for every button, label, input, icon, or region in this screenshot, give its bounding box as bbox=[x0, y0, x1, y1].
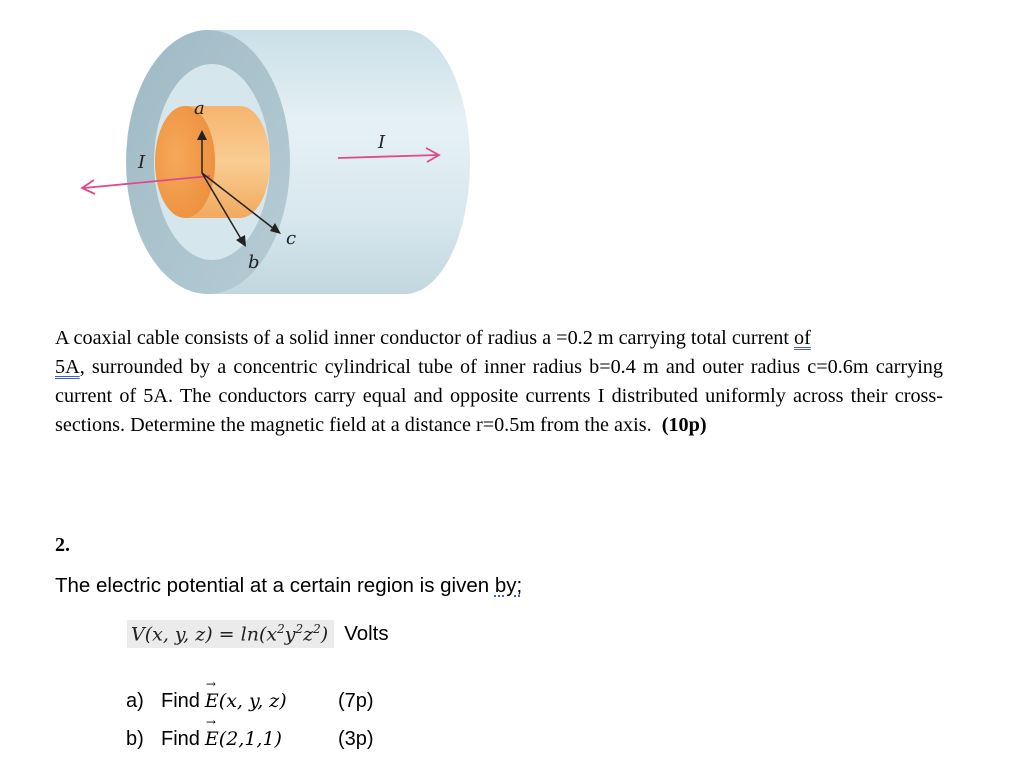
label-a: a bbox=[194, 98, 205, 119]
label-current-left: I bbox=[138, 152, 146, 173]
potential-equation-line bbox=[127, 620, 389, 648]
coaxial-cable-figure bbox=[60, 18, 480, 308]
label-c: c bbox=[286, 228, 297, 249]
potential-equation: V(x, y, $z) = \ln(x^2y^2z^2)$ bbox=[127, 620, 334, 648]
problem-2-intro: The electric potential at a certain region is given by; bbox=[55, 574, 523, 597]
label-current-right: I bbox=[378, 132, 386, 153]
part-b: b) Find → E (2,1,1) (3p) bbox=[126, 728, 282, 751]
part-a: a) Find → E (x, y, z) (7p) bbox=[126, 690, 287, 713]
part-a-points: (7p) bbox=[338, 690, 374, 712]
problem-1-text: A coaxial cable consists of a solid inner conductor of radius a =0.2 m carrying total current of 5A, surrounded by a concentric cylindrical tube of inner radius b=0.4 m and outer radius c=0.6m carrying current of 5A. The conductors carry equal and opposite currents I distributed uniformly across their cross-sections. Determine the magnetic field at a distance r=0.5m from the axis. (10p) bbox=[55, 327, 943, 436]
inner-conductor-face bbox=[155, 106, 215, 218]
problem-2-number: 2. bbox=[55, 534, 70, 556]
part-b-points: (3p) bbox=[338, 728, 374, 750]
potential-units: Volts bbox=[344, 622, 389, 646]
electric-field-vector: → E bbox=[205, 728, 219, 750]
electric-field-vector: → E bbox=[205, 690, 219, 712]
problem-1-points: (10p) bbox=[661, 414, 707, 436]
label-b: b bbox=[248, 252, 260, 273]
